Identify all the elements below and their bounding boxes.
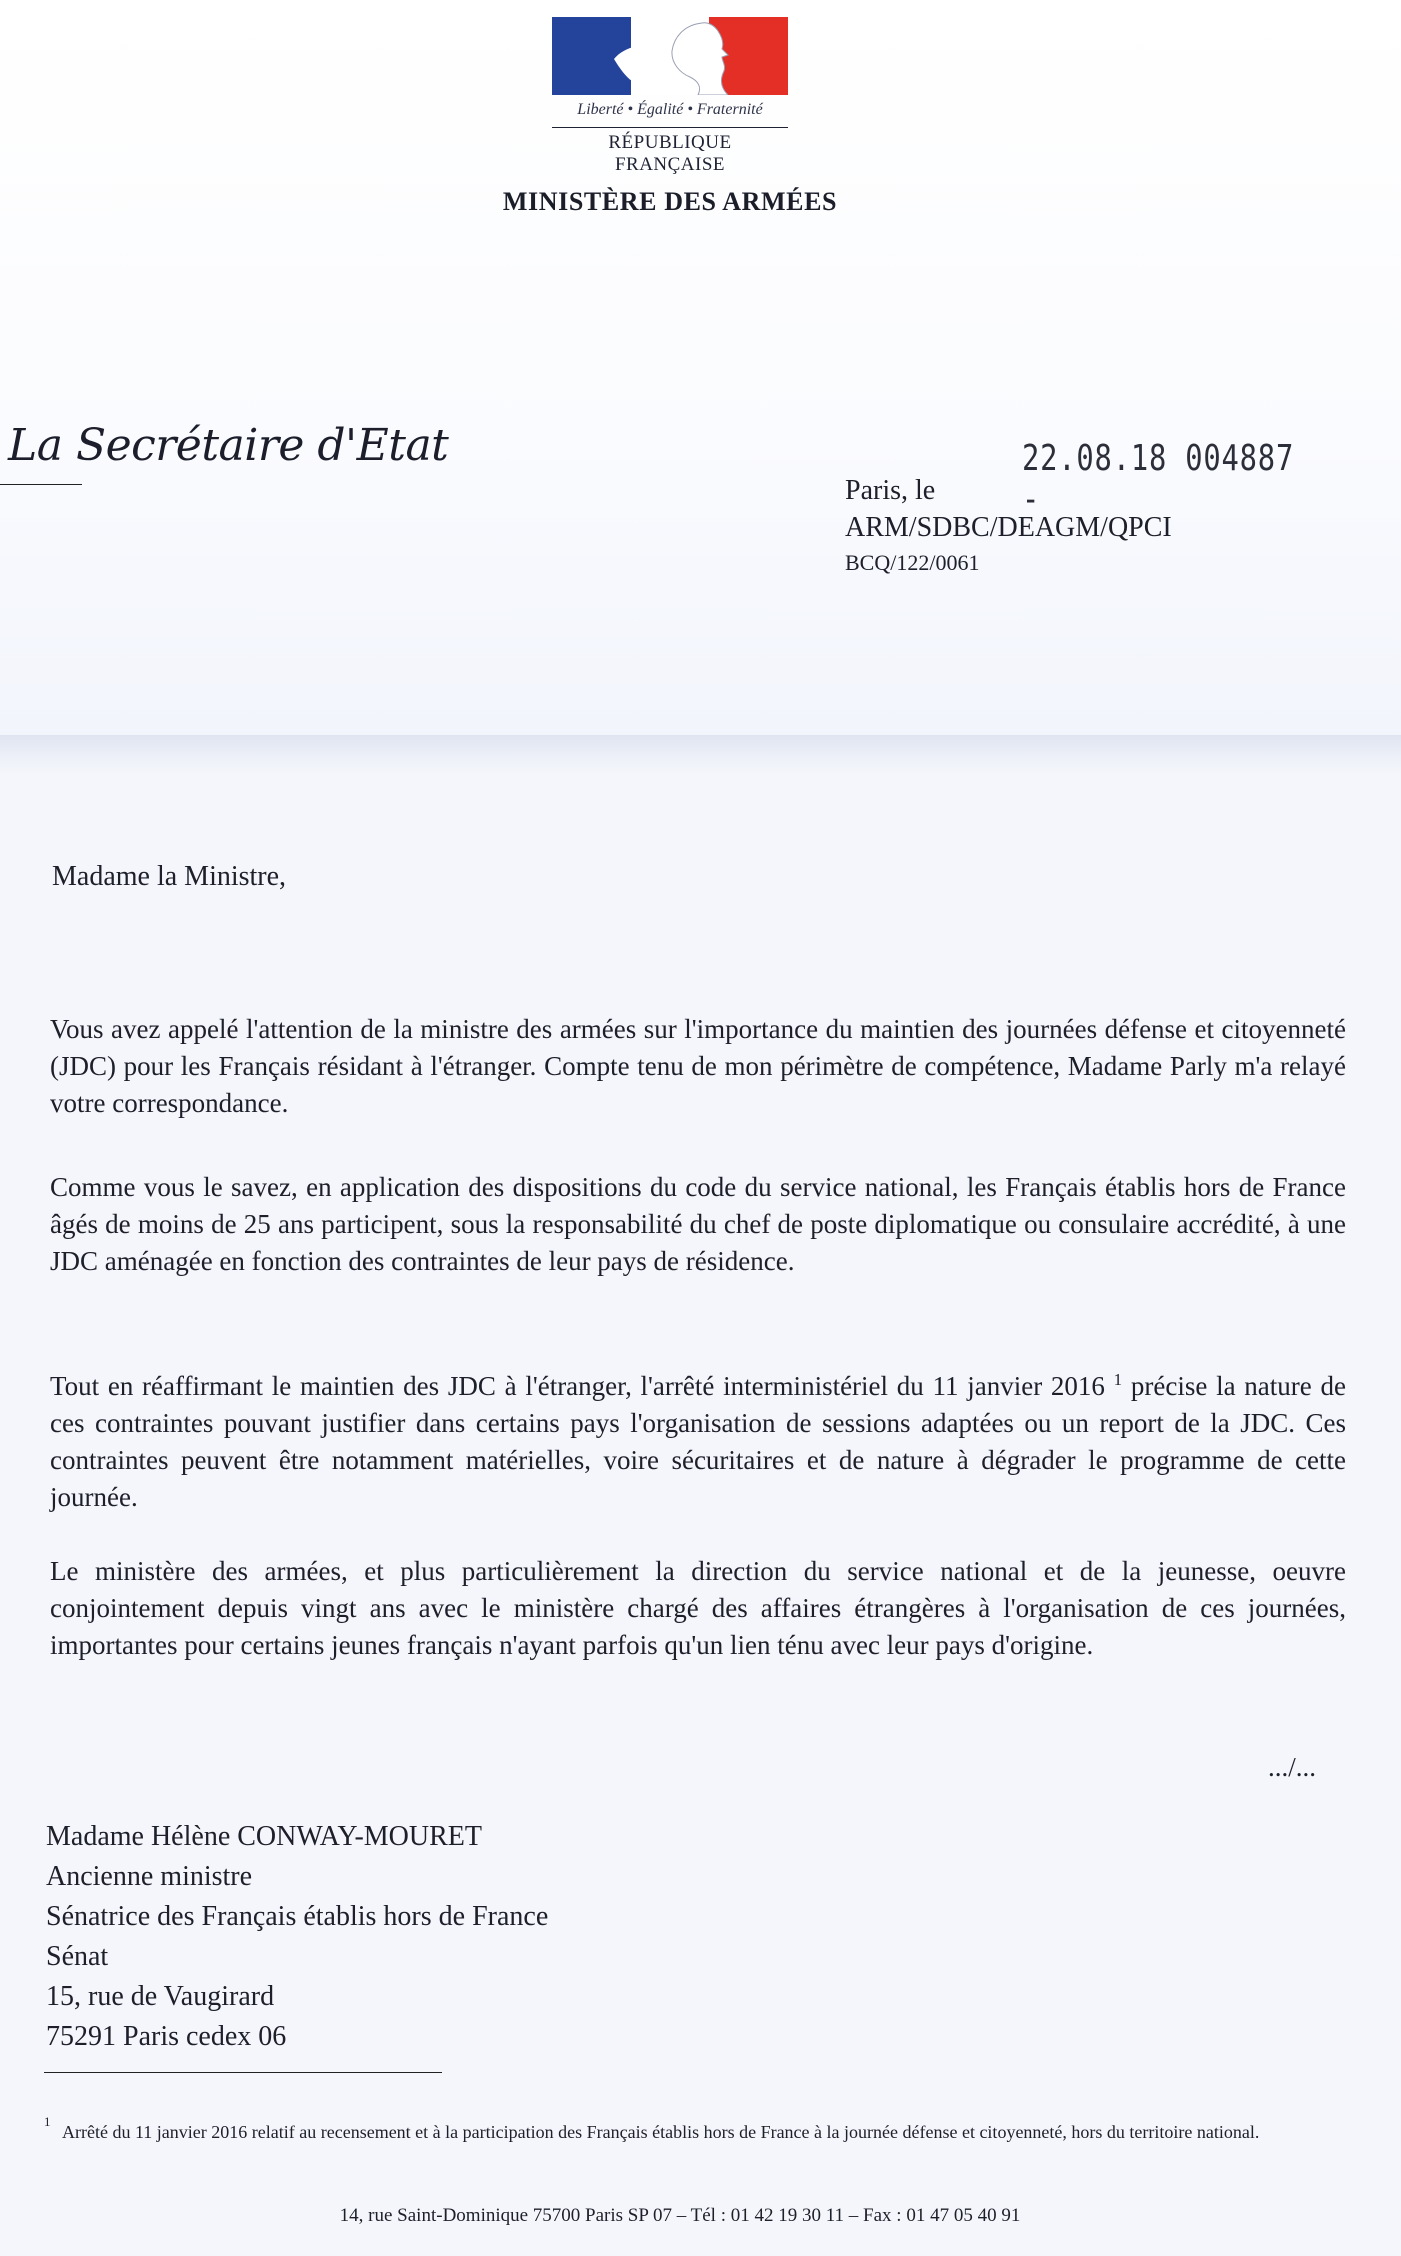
paragraph-2: Comme vous le savez, en application des dispositions du code du service national, les Français établis hors de France âgés de moins de 25 ans participent, sous la responsabilité du chef de poste diplomatique ou consulaire accrédité, à une JDC aménagée en fonction des contraintes de leur pays de résidence.	[50, 1172, 1346, 1276]
paper-fold	[0, 735, 1401, 775]
footnote-reference: 1	[1113, 1370, 1123, 1389]
secretary-heading: La Secrétaire d'Etat	[8, 420, 449, 471]
date-stamp: 22.08.18 004887 -	[1022, 438, 1295, 520]
republic-name: RÉPUBLIQUE FRANÇAISE	[552, 127, 788, 176]
recipient-line: Sénatrice des Français établis hors de France	[46, 1901, 549, 1932]
salutation: Madame la Ministre,	[52, 861, 287, 892]
marianne-profile-icon	[552, 17, 788, 95]
place-date: Paris, le	[845, 475, 936, 506]
reference-code: ARM/SDBC/DEAGM/QPCI	[845, 512, 1172, 543]
recipient-line: 75291 Paris cedex 06	[46, 2021, 287, 2052]
paragraph-1: Vous avez appelé l'attention de la ministre des armées sur l'importance du maintien des journées défense et citoyenneté (JDC) pour les Français résidant à l'étranger. Compte tenu de mon périmètre de compétence, Madame Parly m'a relayé votre correspondance.	[50, 1014, 1346, 1118]
marianne-logo	[552, 17, 788, 175]
tricolor-flag	[552, 17, 788, 95]
paragraph-3-end: précise la nature de ces contraintes pouvant justifier dans certains pays l'organisation de sessions adaptées ou un report de la JDC. Ces contraintes peuvent être notamment matérielles, voire sécuritaires et de nature à dégrader le programme de cette journée.	[50, 1371, 1346, 1512]
footer-address: 14, rue Saint-Dominique 75700 Paris SP 07 – Tél : 01 42 19 30 11 – Fax : 01 47 05 40 91	[339, 2205, 1021, 2226]
recipient-line: 15, rue de Vaugirard	[46, 1981, 275, 2012]
paragraph-3	[50, 1361, 1346, 1516]
republic-motto: Liberté • Égalité • Fraternité	[577, 101, 763, 118]
recipient-line: Sénat	[46, 1941, 109, 1972]
footnote-text: Arrêté du 11 janvier 2016 relatif au recensement et à la participation des Français établis hors de France à la journée défense et citoyenneté, hors du territoire national.	[62, 2122, 1260, 2142]
continuation-mark: .../...	[1268, 1752, 1317, 1782]
reference-number: BCQ/122/0061	[845, 550, 980, 575]
ministry-title: MINISTÈRE DES ARMÉES	[502, 187, 838, 216]
footnote	[44, 2114, 1344, 2144]
footnote-rule	[44, 2072, 442, 2073]
paragraph-4: Le ministère des armées, et plus particulièrement la direction du service national et de la jeunesse, oeuvre conjointement depuis vingt ans avec le ministère chargé des affaires étrangères à l'organisation de ces journées, importantes pour certains jeunes français n'ayant parfois qu'un lien ténu avec leur pays d'origine.	[50, 1556, 1346, 1660]
signature-rule	[0, 484, 82, 485]
footnote-marker: 1	[44, 2114, 51, 2129]
recipient-line: Madame Hélène CONWAY-MOURET	[46, 1821, 482, 1852]
paragraph-3-start: Tout en réaffirmant le maintien des JDC à l'étranger, l'arrêté interministériel du 11 janvier 2016	[50, 1371, 1105, 1401]
recipient-address	[46, 1817, 548, 2057]
recipient-line: Ancienne ministre	[46, 1861, 253, 1892]
